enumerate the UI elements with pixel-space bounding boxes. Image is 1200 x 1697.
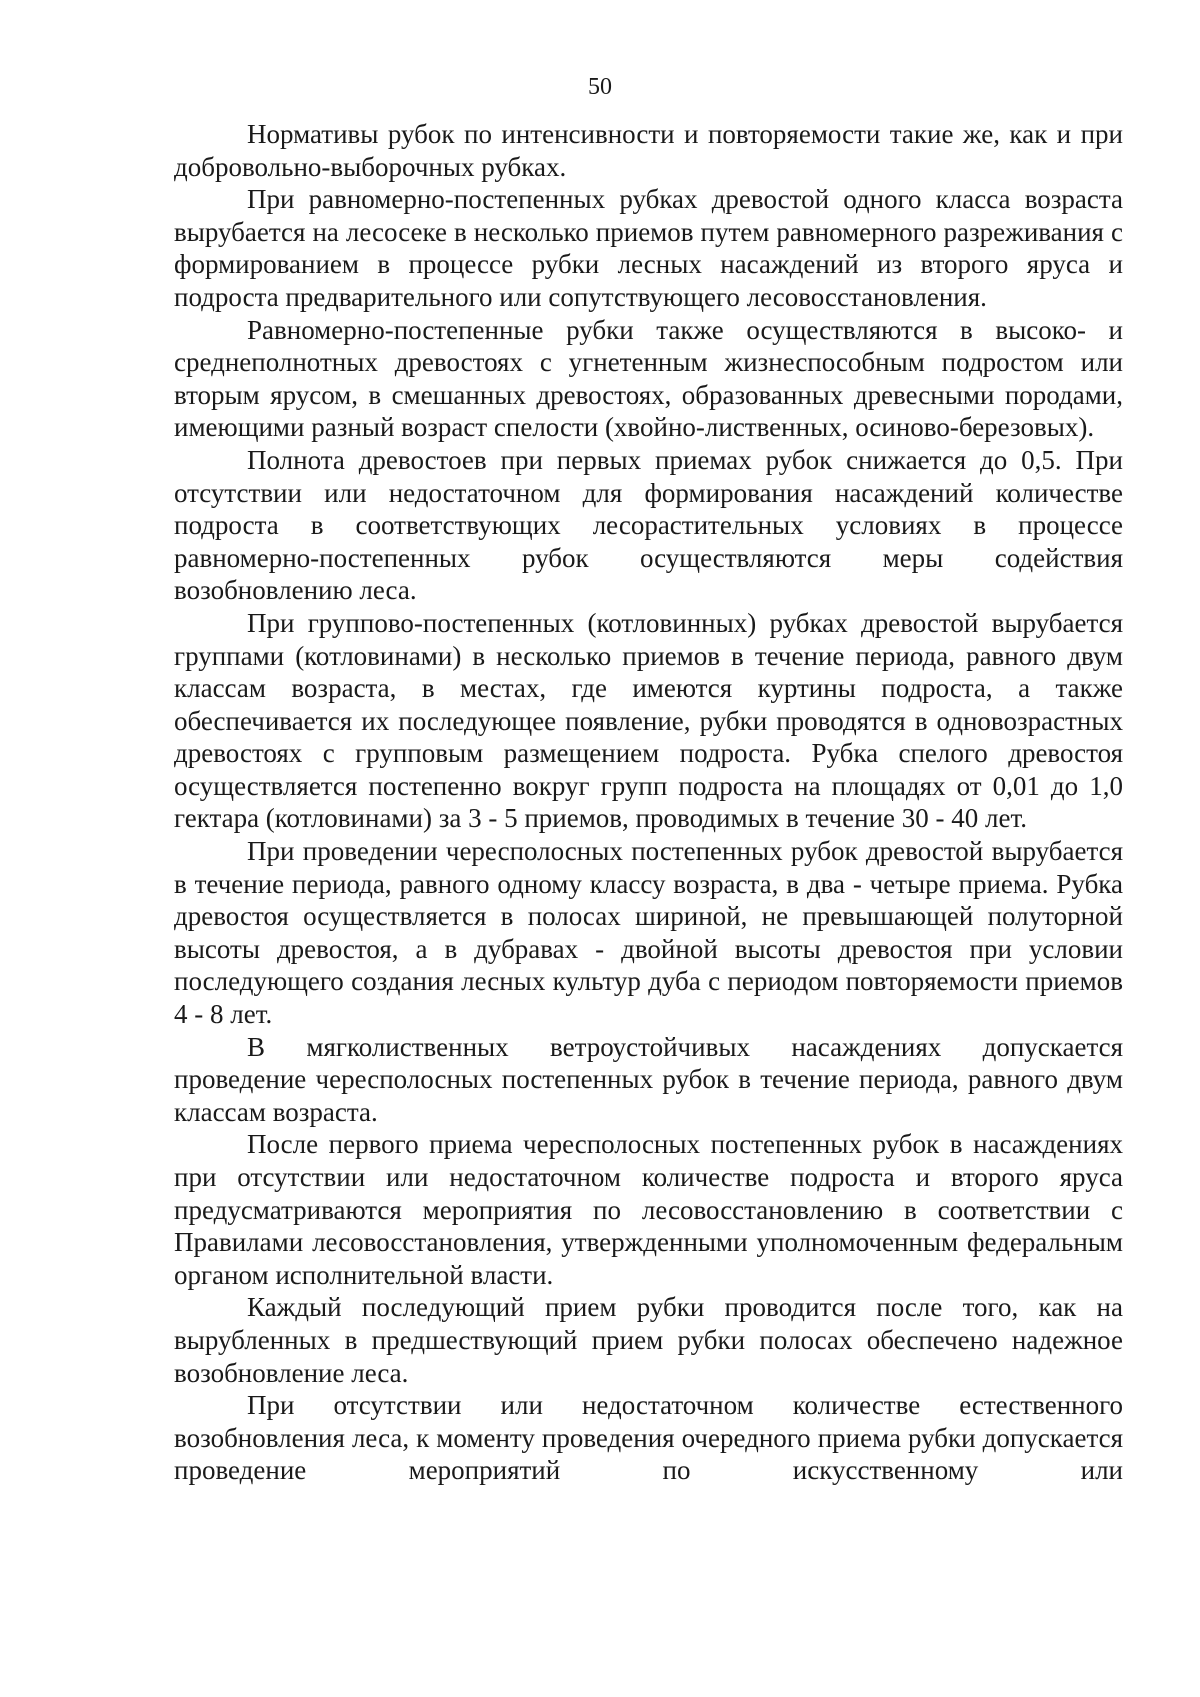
paragraph-5: При группово-постепенных (котловинных) рубках древостой вырубается группами (котловинами) в несколько приемов в течение периода, равного двум классам возраста, в местах, где имеются куртины подроста, а также обеспечивается их последующее появление, рубки проводятся в одновозрастных древостоях с групповым размещением подроста. Рубка спелого древостоя осуществляется постепенно вокруг групп подроста на площадях от 0,01 до 1,0 гектара (котловинами) за 3 - 5 приемов, проводимых в течение 30 - 40 лет.: [174, 607, 1123, 834]
paragraph-10: При отсутствии или недостаточном количестве естественного возобновления леса, к моменту проведения очередного приема рубки допускается проведение мероприятий по искусственному или: [174, 1390, 1123, 1486]
paragraph-3: Равномерно-постепенные рубки также осуществляются в высоко- и среднеполнотных древостоях с угнетенным жизнеспособным подростом или вторым ярусом, в смешанных древостоях, образованных древесными породами, имеющими разный возраст спелости (хвойно-лиственных, осиново-березовых).: [174, 314, 1123, 443]
page-number: 50: [588, 74, 612, 100]
paragraph-4: Полнота древостоев при первых приемах рубок снижается до 0,5. При отсутствии или недостаточном для формирования насаждений количестве подроста в соответствующих лесорастительных условиях в процессе равномерно-постепенных рубок осуществляются меры содействия возобновлению леса.: [174, 444, 1123, 606]
paragraph-8: После первого приема чересполосных постепенных рубок в насаждениях при отсутствии или недостаточном количестве подроста и второго яруса предусматриваются мероприятия по лесовосстановлению в соответствии с Правилами лесовосстановления, утвержденными уполномоченным федеральным органом исполнительной власти.: [174, 1129, 1123, 1290]
paragraph-9: Каждый последующий прием рубки проводится после того, как на вырубленных в предшествующий прием рубки полосах обеспечено надежное возобновление леса.: [174, 1292, 1123, 1388]
paragraph-1: Нормативы рубок по интенсивности и повторяемости такие же, как и при добровольно-выборочных рубках.: [174, 119, 1123, 182]
paragraph-7: В мягколиственных ветроустойчивых насаждениях допускается проведение чересполосных постепенных рубок в течение периода, равного двум классам возраста.: [174, 1031, 1123, 1127]
paragraph-2: При равномерно-постепенных рубках древостой одного класса возраста вырубается на лесосеке в несколько приемов путем равномерного разреживания с формированием в процессе рубки лесных насаждений из второго яруса и подроста предварительного или сопутствующего лесовосстановления.: [174, 184, 1123, 312]
paragraph-6: При проведении чересполосных постепенных рубок древостой вырубается в течение периода, равного одному классу возраста, в два - четыре приема. Рубка древостоя осуществляется в полосах шириной, не превышающей полуторной высоты древостоя, а в дубравах - двойной высоты древостоя при условии последующего создания лесных культур дуба с периодом повторяемости приемов 4 - 8 лет.: [174, 836, 1123, 1030]
document-body: [174, 118, 1123, 1487]
